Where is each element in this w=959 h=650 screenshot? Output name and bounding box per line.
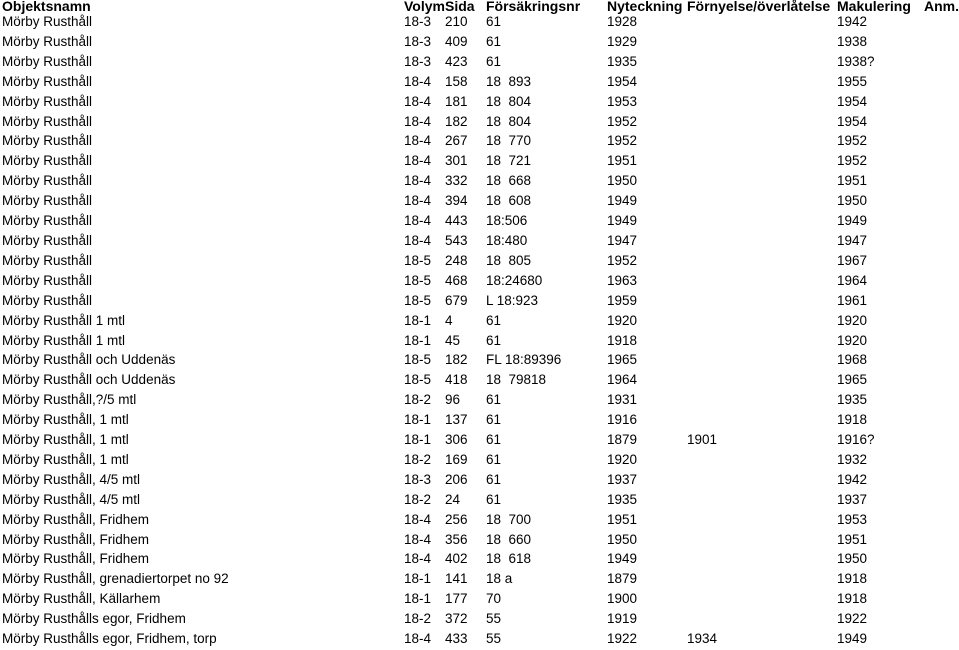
- cell-forsakringsnr: 61: [486, 312, 502, 328]
- cell-forsakringsnr: 18:480: [486, 232, 528, 248]
- cell-fornyelse: [687, 311, 837, 331]
- cell-objektsnamn: Mörby Rusthåll, Fridhem: [2, 551, 150, 567]
- cell-objektsnamn: Mörby Rusthåll: [2, 193, 93, 209]
- cell-makulering: 1942: [837, 471, 868, 487]
- cell-makulering: 1953: [837, 511, 868, 527]
- table-row: [0, 490, 959, 510]
- cell-fornyelse: 1934: [687, 631, 718, 647]
- cell-objektsnamn: Mörby Rusthålls egor, Fridhem: [2, 611, 186, 627]
- cell-objektsnamn: Mörby Rusthåll 1 mtl: [2, 312, 126, 328]
- cell-sida: 443: [445, 213, 468, 229]
- cell-volym: 18-2: [404, 451, 432, 467]
- cell-nyteckning: 1959: [607, 292, 638, 308]
- cell-volym: 18-3: [404, 33, 432, 49]
- cell-objektsnamn: Mörby Rusthåll: [2, 252, 93, 268]
- cell-objektsnamn: Mörby Rusthåll: [2, 113, 93, 129]
- cell-makulering: 1949: [837, 213, 868, 229]
- cell-volym: 18-5: [404, 352, 432, 368]
- table-row: [0, 569, 959, 589]
- cell-nyteckning: 1937: [607, 471, 638, 487]
- cell-forsakringsnr: 70: [486, 591, 502, 607]
- cell-objektsnamn: Mörby Rusthåll, grenadiertorpet no 92: [2, 571, 229, 587]
- cell-nyteckning: 1953: [607, 93, 638, 109]
- cell-makulering: 1964: [837, 272, 868, 288]
- cell-sida: 332: [445, 173, 468, 189]
- cell-sida: 141: [445, 571, 468, 587]
- header-row: [0, 0, 959, 12]
- cell-volym: 18-1: [404, 312, 432, 328]
- cell-volym: 18-1: [404, 571, 432, 587]
- cell-makulering: 1918: [837, 412, 868, 428]
- header-sida: Sida: [445, 0, 475, 14]
- cell-nyteckning: 1947: [607, 232, 638, 248]
- table-body: [0, 12, 959, 649]
- cell-sida: 301: [445, 153, 468, 169]
- cell-anm: [924, 112, 959, 132]
- cell-sida: 267: [445, 133, 468, 149]
- cell-objektsnamn: Mörby Rusthåll, 1 mtl: [2, 432, 129, 448]
- cell-objektsnamn: Mörby Rusthåll: [2, 133, 93, 149]
- cell-volym: 18-5: [404, 292, 432, 308]
- cell-makulering: 1938?: [837, 53, 875, 69]
- cell-sida: 177: [445, 591, 468, 607]
- cell-volym: 18-1: [404, 591, 432, 607]
- cell-volym: 18-4: [404, 511, 432, 527]
- cell-objektsnamn: Mörby Rusthåll: [2, 173, 93, 189]
- cell-makulering: 1935: [837, 392, 868, 408]
- table-row: [0, 291, 959, 311]
- cell-anm: [924, 589, 959, 609]
- table-row: [0, 350, 959, 370]
- table-row: [0, 12, 959, 32]
- cell-sida: 433: [445, 631, 468, 647]
- cell-forsakringsnr: 61: [486, 33, 502, 49]
- cell-forsakringsnr: 18 608: [486, 193, 532, 209]
- cell-fornyelse: [687, 291, 837, 311]
- table-row: [0, 589, 959, 609]
- cell-fornyelse: [687, 92, 837, 112]
- cell-makulering: 1952: [837, 133, 868, 149]
- cell-fornyelse: 1901: [687, 432, 718, 448]
- cell-fornyelse: [687, 12, 837, 32]
- cell-objektsnamn: Mörby Rusthåll: [2, 73, 93, 89]
- cell-makulering: 1954: [837, 113, 868, 129]
- cell-volym: 18-3: [404, 53, 432, 69]
- table-row: [0, 629, 959, 649]
- table-row: [0, 271, 959, 291]
- cell-fornyelse: [687, 131, 837, 151]
- cell-nyteckning: 1918: [607, 332, 638, 348]
- cell-sida: 409: [445, 33, 468, 49]
- cell-nyteckning: 1935: [607, 53, 638, 69]
- cell-forsakringsnr: 18 770: [486, 133, 532, 149]
- cell-objektsnamn: Mörby Rusthåll, Fridhem: [2, 511, 150, 527]
- cell-volym: 18-5: [404, 272, 432, 288]
- cell-forsakringsnr: 61: [486, 53, 502, 69]
- cell-makulering: 1968: [837, 352, 868, 368]
- cell-forsakringsnr: 61: [486, 14, 502, 29]
- cell-fornyelse: [687, 569, 837, 589]
- cell-objektsnamn: Mörby Rusthåll, Fridhem: [2, 531, 150, 547]
- cell-nyteckning: 1949: [607, 551, 638, 567]
- cell-volym: 18-4: [404, 73, 432, 89]
- cell-fornyelse: [687, 32, 837, 52]
- cell-fornyelse: [687, 191, 837, 211]
- cell-fornyelse: [687, 589, 837, 609]
- cell-forsakringsnr: 18 893: [486, 73, 532, 89]
- cell-forsakringsnr: 61: [486, 471, 502, 487]
- cell-nyteckning: 1952: [607, 252, 638, 268]
- cell-volym: 18-4: [404, 113, 432, 129]
- cell-fornyelse: [687, 72, 837, 92]
- cell-sida: 423: [445, 53, 468, 69]
- cell-nyteckning: 1952: [607, 133, 638, 149]
- cell-objektsnamn: Mörby Rusthåll: [2, 14, 93, 29]
- cell-objektsnamn: Mörby Rusthåll och Uddenäs: [2, 352, 176, 368]
- cell-sida: 45: [445, 332, 461, 348]
- cell-fornyelse: [687, 211, 837, 231]
- cell-forsakringsnr: 18 805: [486, 252, 532, 268]
- cell-anm: [924, 530, 959, 550]
- cell-makulering: 1951: [837, 531, 868, 547]
- cell-volym: 18-3: [404, 14, 432, 29]
- cell-sida: 206: [445, 471, 468, 487]
- cell-forsakringsnr: L 18:923: [486, 292, 539, 308]
- header-volym: Volym: [404, 0, 445, 14]
- cell-anm: [924, 569, 959, 589]
- cell-forsakringsnr: 18:24680: [486, 272, 543, 288]
- table-row: [0, 609, 959, 629]
- cell-makulering: 1951: [837, 173, 868, 189]
- cell-forsakringsnr: 18:506: [486, 213, 528, 229]
- cell-objektsnamn: Mörby Rusthåll,?/5 mtl: [2, 392, 137, 408]
- table-row: [0, 549, 959, 569]
- cell-sida: 468: [445, 272, 468, 288]
- cell-volym: 18-4: [404, 193, 432, 209]
- cell-volym: 18-1: [404, 432, 432, 448]
- cell-anm: [924, 171, 959, 191]
- cell-forsakringsnr: 61: [486, 451, 502, 467]
- cell-volym: 18-4: [404, 93, 432, 109]
- cell-volym: 18-4: [404, 232, 432, 248]
- table-row: [0, 52, 959, 72]
- cell-objektsnamn: Mörby Rusthåll 1 mtl: [2, 332, 126, 348]
- table-row: [0, 151, 959, 171]
- cell-fornyelse: [687, 271, 837, 291]
- cell-anm: [924, 510, 959, 530]
- table-row: [0, 32, 959, 52]
- cell-objektsnamn: Mörby Rusthåll: [2, 213, 93, 229]
- cell-anm: [924, 549, 959, 569]
- header-anm: Anm.: [924, 0, 959, 14]
- cell-volym: 18-2: [404, 392, 432, 408]
- cell-forsakringsnr: 61: [486, 491, 502, 507]
- cell-sida: 372: [445, 611, 468, 627]
- table-row: [0, 251, 959, 271]
- cell-anm: [924, 311, 959, 331]
- cell-objektsnamn: Mörby Rusthåll: [2, 272, 93, 288]
- cell-fornyelse: [687, 52, 837, 72]
- cell-makulering: 1938: [837, 33, 868, 49]
- cell-fornyelse: [687, 231, 837, 251]
- cell-volym: 18-2: [404, 491, 432, 507]
- cell-fornyelse: [687, 530, 837, 550]
- cell-makulering: 1916?: [837, 432, 875, 448]
- cell-nyteckning: 1951: [607, 153, 638, 169]
- cell-fornyelse: [687, 112, 837, 132]
- cell-anm: [924, 12, 959, 32]
- cell-makulering: 1947: [837, 232, 868, 248]
- cell-nyteckning: 1929: [607, 33, 638, 49]
- cell-makulering: 1967: [837, 252, 868, 268]
- cell-sida: 96: [445, 392, 461, 408]
- cell-nyteckning: 1916: [607, 412, 638, 428]
- cell-forsakringsnr: 18 618: [486, 551, 532, 567]
- cell-objektsnamn: Mörby Rusthåll, 4/5 mtl: [2, 471, 141, 487]
- cell-makulering: 1918: [837, 591, 868, 607]
- cell-forsakringsnr: 55: [486, 611, 502, 627]
- cell-makulering: 1949: [837, 631, 868, 647]
- cell-nyteckning: 1879: [607, 571, 638, 587]
- cell-makulering: 1954: [837, 93, 868, 109]
- cell-sida: 24: [445, 491, 461, 507]
- cell-makulering: 1950: [837, 193, 868, 209]
- cell-makulering: 1950: [837, 551, 868, 567]
- cell-volym: 18-4: [404, 213, 432, 229]
- cell-volym: 18-5: [404, 372, 432, 388]
- cell-forsakringsnr: 61: [486, 432, 502, 448]
- cell-objektsnamn: Mörby Rusthåll, Källarhem: [2, 591, 161, 607]
- cell-fornyelse: [687, 549, 837, 569]
- cell-fornyelse: [687, 251, 837, 271]
- cell-sida: 679: [445, 292, 468, 308]
- cell-anm: [924, 430, 959, 450]
- cell-sida: 306: [445, 432, 468, 448]
- cell-anm: [924, 92, 959, 112]
- cell-fornyelse: [687, 510, 837, 530]
- cell-makulering: 1920: [837, 312, 868, 328]
- cell-nyteckning: 1952: [607, 113, 638, 129]
- header-forsakringsnr: Försäkringsnr: [486, 0, 581, 14]
- cell-nyteckning: 1954: [607, 73, 638, 89]
- cell-anm: [924, 450, 959, 470]
- cell-nyteckning: 1949: [607, 193, 638, 209]
- cell-forsakringsnr: FL 18:89396: [486, 352, 562, 368]
- cell-nyteckning: 1965: [607, 352, 638, 368]
- table-row: [0, 510, 959, 530]
- cell-objektsnamn: Mörby Rusthåll: [2, 292, 93, 308]
- cell-sida: 137: [445, 412, 468, 428]
- cell-sida: 543: [445, 232, 468, 248]
- cell-fornyelse: [687, 450, 837, 470]
- table-row: [0, 390, 959, 410]
- cell-makulering: 1942: [837, 14, 868, 29]
- cell-volym: 18-4: [404, 531, 432, 547]
- cell-sida: 182: [445, 113, 468, 129]
- table-row: [0, 131, 959, 151]
- header-nyteckning: Nyteckning: [607, 0, 683, 14]
- header-objektsnamn: Objektsnamn: [2, 0, 91, 14]
- cell-forsakringsnr: 18 700: [486, 511, 532, 527]
- cell-volym: 18-4: [404, 173, 432, 189]
- cell-makulering: 1961: [837, 292, 868, 308]
- cell-volym: 18-4: [404, 631, 432, 647]
- cell-anm: [924, 211, 959, 231]
- cell-forsakringsnr: 18 668: [486, 173, 532, 189]
- cell-anm: [924, 470, 959, 490]
- cell-anm: [924, 271, 959, 291]
- cell-sida: 169: [445, 451, 468, 467]
- cell-forsakringsnr: 18 79818: [486, 372, 547, 388]
- cell-nyteckning: 1935: [607, 491, 638, 507]
- table-row: [0, 450, 959, 470]
- cell-forsakringsnr: 61: [486, 392, 502, 408]
- cell-objektsnamn: Mörby Rusthåll, 4/5 mtl: [2, 491, 141, 507]
- cell-nyteckning: 1963: [607, 272, 638, 288]
- table-row: [0, 311, 959, 331]
- cell-fornyelse: [687, 171, 837, 191]
- cell-fornyelse: [687, 370, 837, 390]
- cell-anm: [924, 291, 959, 311]
- cell-objektsnamn: Mörby Rusthåll: [2, 53, 93, 69]
- cell-nyteckning: 1919: [607, 611, 638, 627]
- cell-makulering: 1952: [837, 153, 868, 169]
- cell-anm: [924, 390, 959, 410]
- cell-sida: 418: [445, 372, 468, 388]
- cell-sida: 248: [445, 252, 468, 268]
- table-row: [0, 92, 959, 112]
- cell-fornyelse: [687, 350, 837, 370]
- header-makulering: Makulering: [837, 0, 911, 14]
- cell-forsakringsnr: 61: [486, 412, 502, 428]
- cell-anm: [924, 629, 959, 649]
- cell-nyteckning: 1920: [607, 451, 638, 467]
- cell-nyteckning: 1951: [607, 511, 638, 527]
- cell-nyteckning: 1949: [607, 213, 638, 229]
- cell-anm: [924, 131, 959, 151]
- cell-sida: 210: [445, 14, 468, 29]
- cell-volym: 18-3: [404, 471, 432, 487]
- cell-objektsnamn: Mörby Rusthålls egor, Fridhem, torp: [2, 631, 217, 647]
- table-row: [0, 530, 959, 550]
- cell-sida: 256: [445, 511, 468, 527]
- cell-volym: 18-1: [404, 412, 432, 428]
- cell-sida: 394: [445, 193, 468, 209]
- cell-nyteckning: 1950: [607, 531, 638, 547]
- cell-anm: [924, 490, 959, 510]
- cell-fornyelse: [687, 151, 837, 171]
- cell-sida: 4: [445, 312, 453, 328]
- cell-nyteckning: 1920: [607, 312, 638, 328]
- cell-forsakringsnr: 55: [486, 631, 502, 647]
- cell-forsakringsnr: 61: [486, 332, 502, 348]
- cell-anm: [924, 72, 959, 92]
- cell-makulering: 1937: [837, 491, 868, 507]
- table-row: [0, 112, 959, 132]
- cell-sida: 158: [445, 73, 468, 89]
- cell-nyteckning: 1928: [607, 14, 638, 29]
- cell-makulering: 1922: [837, 611, 868, 627]
- cell-fornyelse: [687, 390, 837, 410]
- cell-anm: [924, 410, 959, 430]
- cell-forsakringsnr: 18 804: [486, 93, 532, 109]
- cell-anm: [924, 52, 959, 72]
- cell-sida: 181: [445, 93, 468, 109]
- table-row: [0, 191, 959, 211]
- table-row: [0, 72, 959, 92]
- cell-anm: [924, 251, 959, 271]
- cell-objektsnamn: Mörby Rusthåll och Uddenäs: [2, 372, 176, 388]
- cell-objektsnamn: Mörby Rusthåll, 1 mtl: [2, 451, 129, 467]
- cell-nyteckning: 1922: [607, 631, 638, 647]
- cell-anm: [924, 32, 959, 52]
- table-row: [0, 470, 959, 490]
- cell-anm: [924, 151, 959, 171]
- table-row: [0, 430, 959, 450]
- cell-objektsnamn: Mörby Rusthåll, 1 mtl: [2, 412, 129, 428]
- cell-objektsnamn: Mörby Rusthåll: [2, 33, 93, 49]
- table-row: [0, 171, 959, 191]
- cell-makulering: 1918: [837, 571, 868, 587]
- cell-sida: 182: [445, 352, 468, 368]
- cell-makulering: 1932: [837, 451, 868, 467]
- cell-volym: 18-2: [404, 611, 432, 627]
- header-fornyelse: Förnyelse/överlåtelse: [687, 0, 831, 14]
- table-row: [0, 211, 959, 231]
- cell-nyteckning: 1950: [607, 173, 638, 189]
- cell-anm: [924, 231, 959, 251]
- cell-forsakringsnr: 18 660: [486, 531, 532, 547]
- cell-objektsnamn: Mörby Rusthåll: [2, 93, 93, 109]
- cell-anm: [924, 331, 959, 351]
- cell-volym: 18-4: [404, 551, 432, 567]
- cell-nyteckning: 1879: [607, 432, 638, 448]
- cell-fornyelse: [687, 470, 837, 490]
- cell-fornyelse: [687, 331, 837, 351]
- cell-anm: [924, 350, 959, 370]
- cell-anm: [924, 609, 959, 629]
- cell-fornyelse: [687, 609, 837, 629]
- cell-sida: 402: [445, 551, 468, 567]
- cell-sida: 356: [445, 531, 468, 547]
- cell-forsakringsnr: 18 a: [486, 571, 513, 587]
- cell-anm: [924, 191, 959, 211]
- cell-fornyelse: [687, 410, 837, 430]
- cell-forsakringsnr: 18 804: [486, 113, 532, 129]
- cell-objektsnamn: Mörby Rusthåll: [2, 232, 93, 248]
- cell-objektsnamn: Mörby Rusthåll: [2, 153, 93, 169]
- cell-volym: 18-4: [404, 133, 432, 149]
- table-row: [0, 410, 959, 430]
- cell-volym: 18-5: [404, 252, 432, 268]
- cell-makulering: 1920: [837, 332, 868, 348]
- cell-volym: 18-4: [404, 153, 432, 169]
- table-row: [0, 331, 959, 351]
- table-row: [0, 231, 959, 251]
- cell-nyteckning: 1931: [607, 392, 638, 408]
- cell-nyteckning: 1900: [607, 591, 638, 607]
- cell-forsakringsnr: 18 721: [486, 153, 532, 169]
- table-row: [0, 370, 959, 390]
- cell-makulering: 1965: [837, 372, 868, 388]
- cell-anm: [924, 370, 959, 390]
- cell-fornyelse: [687, 490, 837, 510]
- cell-volym: 18-1: [404, 332, 432, 348]
- cell-makulering: 1955: [837, 73, 868, 89]
- cell-nyteckning: 1964: [607, 372, 638, 388]
